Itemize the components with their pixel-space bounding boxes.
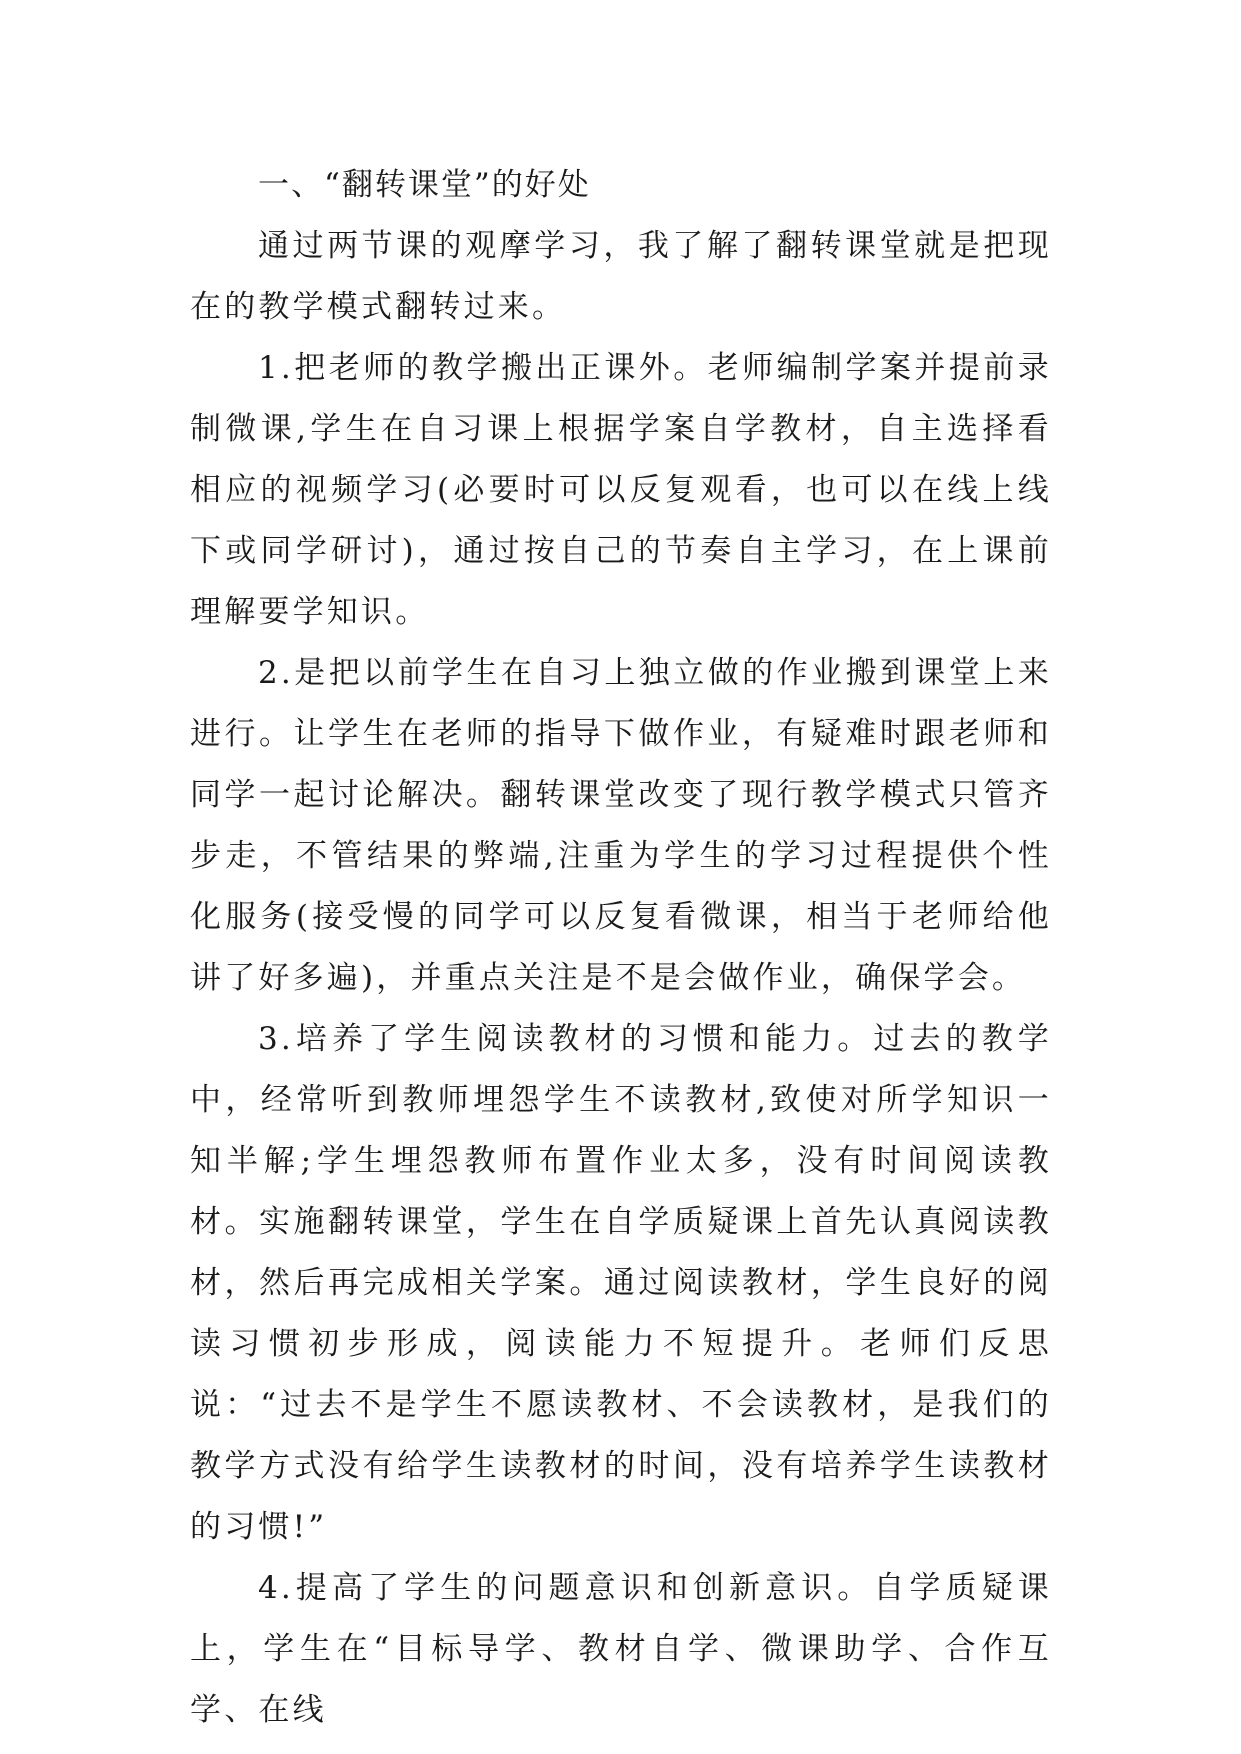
document-body bbox=[190, 155, 1052, 1741]
paragraph-point-1: 1.把老师的教学搬出正课外。老师编制学案并提前录制微课,学生在自习课上根据学案自学教材，自主选择看相应的视频学习(必要时可以反复观看，也可以在线上线下或同学研讨)，通过按自己的节奏自主学习，在上课前理解要学知识。 bbox=[190, 350, 1052, 630]
section-heading: 一、“翻转课堂”的好处 bbox=[258, 167, 591, 203]
paragraph-point-4: 4.提高了学生的问题意识和创新意识。自学质疑课上，学生在“目标导学、教材自学、微课助学、合作互学、在线 bbox=[190, 1570, 1052, 1728]
paragraph-point-2: 2.是把以前学生在自习上独立做的作业搬到课堂上来进行。让学生在老师的指导下做作业，有疑难时跟老师和同学一起讨论解决。翻转课堂改变了现行教学模式只管齐步走，不管结果的弊端,注重为学生的学习过程提供个性化服务(接受慢的同学可以反复看微课，相当于老师给他讲了好多遍)，并重点关注是不是会做作业，确保学会。 bbox=[190, 655, 1052, 996]
paragraph-point-3: 3.培养了学生阅读教材的习惯和能力。过去的教学中，经常听到教师埋怨学生不读教材,致使对所学知识一知半解;学生埋怨教师布置作业太多，没有时间阅读教材。实施翻转课堂，学生在自学质疑课上首先认真阅读教材，然后再完成相关学案。通过阅读教材，学生良好的阅读习惯初步形成，阅读能力不短提升。老师们反思说：“过去不是学生不愿读教材、不会读教材，是我们的教学方式没有给学生读教材的时间，没有培养学生读教材的习惯!” bbox=[190, 1021, 1052, 1545]
paragraph-intro: 通过两节课的观摩学习，我了解了翻转课堂就是把现在的教学模式翻转过来。 bbox=[190, 228, 1052, 325]
